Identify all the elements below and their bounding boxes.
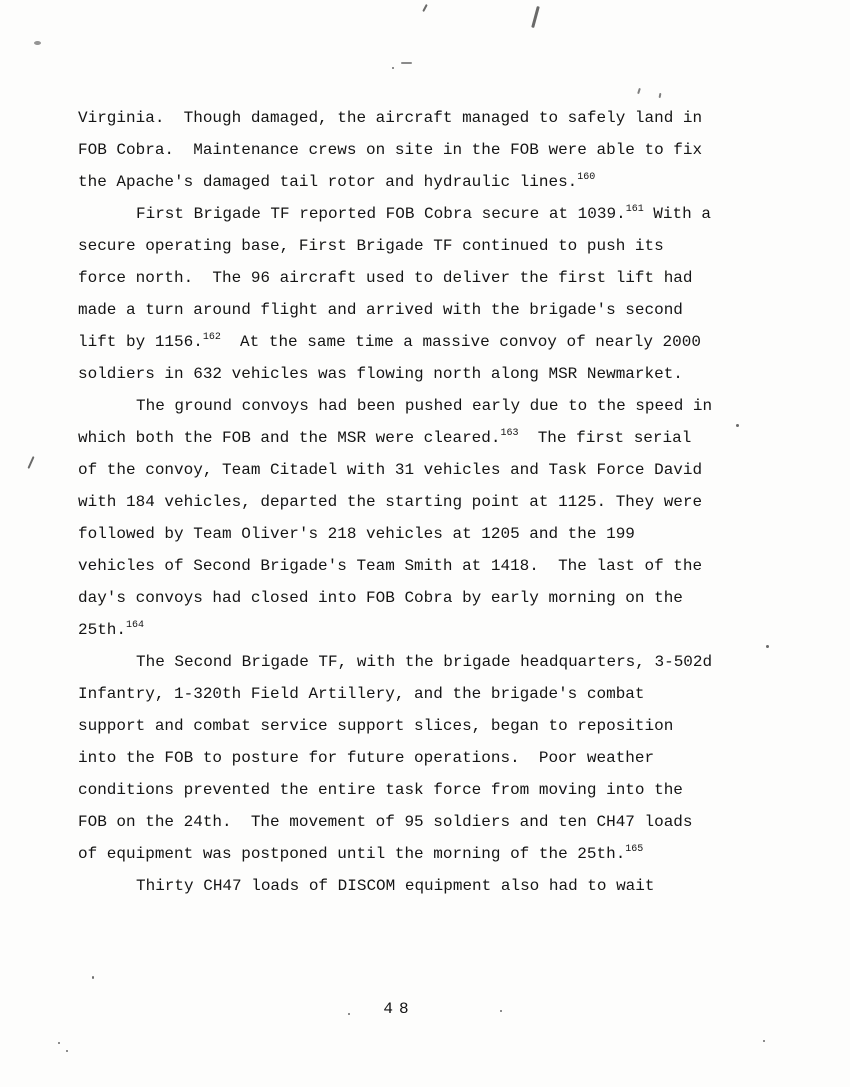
footnote-ref-165: 165 xyxy=(625,844,644,855)
scan-mark xyxy=(637,88,641,94)
scan-mark xyxy=(659,93,662,98)
page-number: 48 xyxy=(383,1000,415,1018)
scan-mark xyxy=(34,41,41,45)
footnote-ref-163: 163 xyxy=(500,428,519,439)
paragraph-first-brigade-secure xyxy=(78,198,720,390)
body-text: The first serial of the convoy, Team Citadel with 31 vehicles and Task Force David with 184 vehicles, departed the starting point at 1125. They were followed by Team Oliver's 218 vehicles at 1205 and the 199 vehicles of Second Brigade's Team Smith at 1418. The last of the day's convoys had closed into FOB Cobra by early morning on the 25th. xyxy=(78,429,712,639)
body-text: First Brigade TF reported FOB Cobra secure at 1039. xyxy=(136,205,626,223)
scan-mark xyxy=(58,1042,60,1044)
paragraph-second-brigade-tf xyxy=(78,646,720,870)
body-text: Thirty CH47 loads of DISCOM equipment also had to wait xyxy=(136,877,655,895)
body-text: Virginia. Though damaged, the aircraft managed to safely land in FOB Cobra. Maintenance crews on site in the FOB were able to fix the Apache's damaged tail rotor and hydraulic lines. xyxy=(78,109,712,191)
scan-mark xyxy=(763,1040,765,1042)
body-text: At the same time a massive convoy of nearly 2000 soldiers in 632 vehicles was flowing north along MSR Newmarket. xyxy=(78,333,711,383)
scan-mark xyxy=(736,424,739,427)
footnote-ref-161: 161 xyxy=(625,204,644,215)
scan-mark xyxy=(392,67,394,69)
footnote-ref-160: 160 xyxy=(577,172,596,183)
footnote-ref-162: 162 xyxy=(202,332,221,343)
body-text-column xyxy=(78,102,720,902)
body-text: The Second Brigade TF, with the brigade headquarters, 3-502d Infantry, 1-320th Field Artillery, and the brigade's combat support and combat service support slices, began to reposition into the FOB to posture for future operations. Poor weather conditions prevented the entire task force from moving into the FOB on the 24th. The movement of 95 soldiers and ten CH47 loads of equipment was postponed until the morning of the 25th. xyxy=(78,653,722,863)
paragraph-ground-convoys xyxy=(78,390,720,646)
scan-mark xyxy=(766,645,769,648)
paragraph-virginia-fob-cobra xyxy=(78,102,720,198)
body-text: With a secure operating base, First Brigade TF continued to push its force north. The 96 aircraft used to deliver the first lift had made a turn around flight and arrived with the brigade's second lift by 1156. xyxy=(78,205,721,351)
scan-mark xyxy=(401,62,412,64)
footnote-ref-164: 164 xyxy=(126,620,145,631)
scan-mark xyxy=(66,1050,68,1052)
paragraph-thirty-ch47 xyxy=(78,870,720,902)
scan-mark xyxy=(92,976,94,979)
scan-mark xyxy=(27,456,34,469)
scan-mark xyxy=(531,6,540,28)
scan-mark xyxy=(422,4,428,12)
body-text: The ground convoys had been pushed early due to the speed in which both the FOB and the MSR were cleared. xyxy=(78,397,722,447)
